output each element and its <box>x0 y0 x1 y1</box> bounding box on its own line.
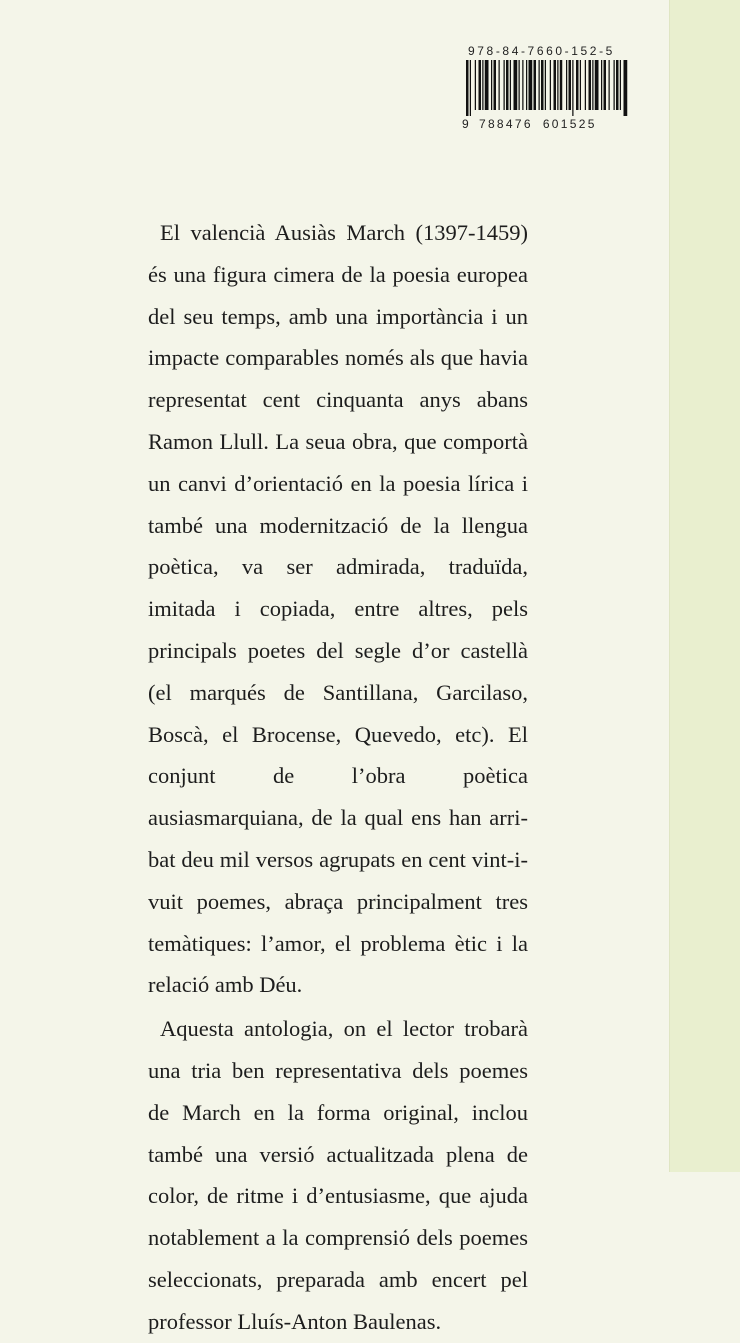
barcode-bar <box>534 60 537 110</box>
barcode-bar <box>609 60 610 110</box>
barcode-bar <box>585 60 586 110</box>
barcode-bar <box>506 60 509 110</box>
blurb-paragraph-1: El valencià Ausiàs March (1397-1459) és una figura cimera de la poesia europea del seu temps, amb una importància i un impacte comparables només als que havia representat cent cinquanta anys abans Ramon Llull. La seua obra, que comportà un canvi d’orientació en la poesia lírica i també una modernització de la llengua poètica, va ser admirada, traduïda, imitada i copiada, entre altres, pels principals poetes del segle d’or castellà (el marqués de Santillana, Garcilaso, Boscà, el Brocense, Quevedo, etc). El conjunt de l’obra poètica ausiasmarquiana, de la qual ens han arribat deu mil versos agrupats en cent vint-i-vuit poemes, abraça principalment tres temàtiques: l’amor, el problema ètic i la relació amb Déu. <box>148 220 528 998</box>
barcode-bar <box>539 60 540 110</box>
barcode-bar <box>572 60 573 116</box>
barcode-bar <box>510 60 511 110</box>
barcode-bar <box>514 60 518 110</box>
barcode-bar <box>529 60 533 110</box>
barcode-bar <box>601 60 602 110</box>
barcode-bar <box>624 60 628 116</box>
barcode-bar <box>620 60 621 110</box>
ean-digits <box>462 117 634 131</box>
barcode-bar <box>557 60 558 110</box>
barcode-bar <box>616 60 619 110</box>
barcode-bar <box>576 60 579 110</box>
barcode-bar <box>494 60 497 110</box>
barcode-bar <box>526 60 527 110</box>
barcode-bar <box>499 60 500 110</box>
barcode-bar <box>566 60 567 110</box>
barcode-bar <box>485 60 489 110</box>
barcode-bar <box>522 60 523 110</box>
barcode-bar <box>475 60 476 110</box>
barcode-bar <box>580 60 581 110</box>
barcode-bar <box>519 60 520 110</box>
barcode-bar <box>560 60 563 110</box>
book-spine-edge <box>669 0 740 1172</box>
isbn-number: 978-84-7660-152-5 <box>468 44 615 58</box>
barcode-bar <box>592 60 593 110</box>
barcode-bar <box>541 60 544 110</box>
barcode-bar <box>545 60 546 110</box>
barcode-bar <box>595 60 599 110</box>
barcode-bar <box>491 60 492 110</box>
barcode-bars <box>462 60 630 116</box>
ean-right-group: 601525 <box>542 117 597 131</box>
barcode-bar <box>550 60 551 110</box>
barcode-bar <box>479 60 482 110</box>
barcode-bar <box>482 60 483 110</box>
back-cover-blurb <box>148 212 528 1343</box>
blurb-paragraph-2: Aquesta antologia, on el lector trobarà una tria ben representativa dels poemes de March en la forma original, inclou també una versió actualitzada plena de color, de ritme i d’entusiasme, que ajuda notablement a la comprensió dels poemes seleccionats, preparada amb encert pel professor Lluís-Anton Baulenas. <box>148 1016 528 1334</box>
barcode-bar <box>604 60 607 110</box>
ean-left-group: 788476 <box>478 117 533 131</box>
barcode-bar <box>466 60 469 116</box>
barcode-bar <box>504 60 505 110</box>
barcode-bar <box>614 60 615 110</box>
isbn-barcode <box>462 44 634 131</box>
barcode-bar <box>470 60 471 116</box>
barcode-bar <box>554 60 557 110</box>
barcode-bar <box>589 60 592 110</box>
barcode-bar <box>569 60 572 110</box>
ean-lead-digit: 9 <box>462 117 471 131</box>
